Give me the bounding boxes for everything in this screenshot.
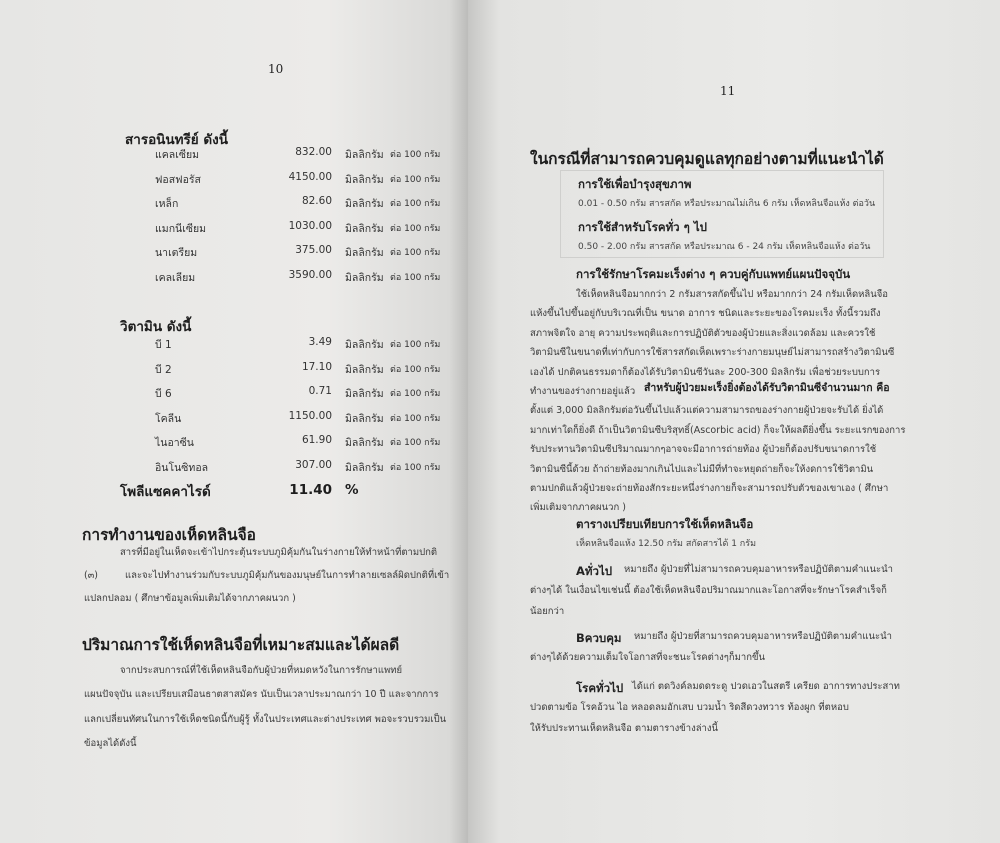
table-heading: ตารางเปรียบเทียบการใช้เห็ดหลินจือ [576, 517, 754, 531]
b-text-line: หมายถึง ผู้ป่วยที่สามารถควบคุมอาหารหรือปฏิบัติตามคำแนะนำ [634, 631, 892, 642]
cancer-text-line: ตามปกติแล้วผู้ป่วยจะถ่ายท้องสักระยะหนึ่งร่างกายก็จะสามารถปรับตัวของเขาเอง ( ศึกษา [530, 483, 889, 494]
page-number: 10 [268, 62, 284, 76]
mineral-unit: มิลลิกรัม [345, 198, 384, 210]
vitamin-per: ต่อ 100 กรัม [390, 340, 441, 350]
cancer-text-line: รับประทานวิตามินซีปริมาณมากๆอาจจะมีอาการถ่ายท้อง ผู้ป่วยก็ต้องปรับขนาดการใช้ [530, 444, 877, 456]
vitamin-per: ต่อ 100 กรัม [390, 438, 441, 448]
section-text-line: สารที่มีอยู่ในเห็ดจะเข้าไปกระตุ้นระบบภูมิคุ้มกันในร่างกายให้ทำหน้าที่ตามปกติ [120, 547, 438, 558]
vitamin-value: 1150.00 [288, 409, 332, 422]
mineral-name: เคลเลียม [155, 271, 196, 284]
a-text-line: ต่างๆได้ ในเงื่อนไขเช่นนี้ ต้องใช้เห็ดหลินจือปริมาณมากและโอกาสที่จะรักษาโรคสำเร็จก็ [530, 585, 887, 596]
cancer-text-line: เองได้ ปกติคนธรรมดาก็ต้องได้รับวิตามินซีวันละ 200-300 มิลลิกรัม เพื่อช่วยระบบการ [530, 366, 881, 378]
vitamin-per: ต่อ 100 กรัม [390, 389, 441, 399]
vitamin-value: 307.00 [295, 458, 332, 471]
section-text-line: และจะไปทำงานร่วมกับระบบภูมิคุ้มกันของมนุษย์ในการทำลายเซลล์ผิดปกติที่เข้า [125, 570, 450, 581]
section-text-line: จากประสบการณ์ที่ใช้เห็ดหลินจือกับผู้ป่วยที่หมดหวังในการรักษาแพทย์ [120, 665, 403, 676]
a-text-line: น้อยกว่า [530, 606, 565, 617]
cancer-text-line: ตั้งแต่ 3,000 มิลลิกรัมต่อวันขึ้นไปแล้วแต่ความสามารถของร่างกายผู้ป่วยจะรับได้ ยิ่งได้ [530, 405, 884, 417]
mineral-per: ต่อ 100 กรัม [390, 174, 441, 185]
mineral-per: ต่อ 100 กรัม [390, 223, 441, 234]
polysaccharide-value: 11.40 [289, 482, 332, 498]
vitamin-per: ต่อ 100 กรัม [390, 413, 441, 424]
vitamin-unit: มิลลิกรัม [345, 339, 384, 351]
mineral-unit: มิลลิกรัม [345, 222, 384, 235]
vitamin-unit: มิลลิกรัม [345, 363, 384, 376]
mineral-unit: มิลลิกรัม [345, 173, 384, 186]
cancer-text-line: วิตามินซีในขนาดที่เท่ากับการใช้สารสกัดเห็ดเพราะร่างกายมนุษย์ไม่สามารถสร้างวิตามินซี [530, 347, 895, 359]
mineral-per: ต่อ 100 กรัม [390, 150, 441, 160]
mineral-per: ต่อ 100 กรัม [390, 248, 441, 258]
mineral-value: 375.00 [295, 244, 332, 256]
general-disease-line: ให้รับประทานเห็ดหลินจือ ตามตารางข้างล่างนี้ [530, 723, 719, 734]
health-text: 0.01 - 0.50 กรัม สารสกัด หรือประมาณไม่เกิน 6 กรัม เห็ดหลินจือแห้ง ต่อวัน [578, 199, 876, 209]
table-subtitle: เห็ดหลินจือแห้ง 12.50 กรัม สกัดสารได้ 1 กรัม [576, 539, 757, 549]
mineral-unit: มิลลิกรัม [345, 247, 384, 259]
vitamin-value: 17.10 [301, 360, 332, 373]
cancer-text-line: ทำงานของร่างกายอยู่แล้ว [530, 386, 636, 397]
vitamin-name: บี 1 [155, 339, 172, 351]
mineral-unit: มิลลิกรัม [345, 271, 384, 284]
section-heading-dosage: ปริมาณการใช้เห็ดหลินจือที่เหมาะสมและได้ผลดี [82, 636, 400, 654]
vitamin-name: โคลีน [155, 412, 182, 425]
general-disease-line: ได้แก่ ตดวิงค์ลมดดระดู ปวดเอวในสตรี เครียด อาการทางประสาท [632, 681, 900, 692]
section-text-line: ข้อมูลได้ดังนี้ [84, 738, 137, 749]
general-disease-line: ปวดตามข้อ โรคอ้วน ไอ หลอดลมอักเสบ บวมน้ำ ริดสีดวงทวาร ท้องผูก ที่ตหอบ [530, 702, 849, 713]
mineral-name: นาเตรียม [155, 247, 198, 259]
polysaccharide-label: โพลีแซคคาไรด์ [120, 484, 211, 500]
vitamin-name: บี 6 [155, 388, 172, 400]
health-heading: การใช้เพื่อบำรุงสุขภาพ [578, 177, 692, 191]
vitamin-unit: มิลลิกรัม [345, 412, 384, 425]
cancer-text-line: วิตามินซีนี้ด้วย ถ้าถ่ายท้องมากเกินไปและไม่มีที่ทำจะหยุดถ่ายก็จะให้งดการใช้วิตามิน [530, 463, 874, 475]
section-mark: (๓) [84, 570, 98, 581]
mineral-unit: มิลลิกรัม [345, 149, 384, 161]
mineral-value: 4150.00 [288, 170, 332, 183]
mineral-value: 1030.00 [288, 219, 332, 232]
section-text-line: แผนปัจจุบัน และเปรียบเสมือนธาตสาสมัคร นับเป็นเวลาประมาณกว่า 10 ปี และจากการ [84, 689, 439, 700]
vitamin-unit: มิลลิกรัม [345, 437, 384, 449]
mineral-per: ต่อ 100 กรัม [390, 199, 441, 209]
general-disease-label: โรคทั่วไป [576, 681, 624, 695]
a-label: Aทั่วไป [576, 564, 613, 578]
cancer-text-line: มากเท่าใดก็ยิ่งดี ถ้าเป็นวิตามินซีบริสุทธิ์(Ascorbic acid) ก็จะให้ผลดียิ่งขึ้น ระยะแรกของการ [530, 424, 906, 436]
vitamin-per: ต่อ 100 กรัม [390, 462, 441, 473]
mineral-name: แคลเซียม [155, 149, 200, 161]
section-text-line: แปลกปลอม ( ศึกษาข้อมูลเพิ่มเติมได้จากภาคผนวก ) [84, 593, 296, 604]
vitamin-name: อินโนซิทอล [155, 461, 209, 474]
mineral-value: 82.60 [301, 195, 332, 207]
cancer-text-line: แห้งขึ้นไปขึ้นอยู่กับบริเวณที่เป็น ขนาด อาการ ชนิดและระยะของโรคมะเร็ง ทั้งนี้รวมถึง [530, 308, 881, 320]
cancer-heading: การใช้รักษาโรคมะเร็งต่าง ๆ ควบคู่กับแพทย์แผนปัจจุบัน [576, 267, 851, 281]
vitamin-heading: วิตามิน ดังนี้ [120, 319, 192, 335]
a-text-line: หมายถึง ผู้ป่วยที่ไม่สามารถควบคุมอาหารหรือปฏิบัติตามคำแนะนำ [624, 564, 893, 575]
cancer-text-line: ใช้เห็ดหลินจือมากกว่า 2 กรัมสารสกัดขึ้นไป หรือมากกว่า 24 กรัมเห็ดหลินจือ [576, 289, 888, 300]
mineral-name: เหล็ก [155, 198, 179, 210]
section-text-line: แลกเปลี่ยนทัศนในการใช้เห็ดชนิดนี้กับผู้รู้ ทั้งในประเทศและต่างประเทศ พอจะรวบรวมเป็น [84, 714, 447, 725]
mineral-name: แมกนีเซียม [155, 222, 207, 235]
vitamin-value: 0.71 [308, 385, 332, 397]
right-page [468, 0, 1000, 843]
vitamin-unit: มิลลิกรัม [345, 461, 384, 474]
general-heading: การใช้สำหรับโรคทั่ว ๆ ไป [578, 220, 707, 234]
mineral-value: 3590.00 [288, 268, 332, 281]
polysaccharide-unit: % [345, 482, 359, 498]
vitamin-name: บี 2 [155, 363, 172, 376]
general-text: 0.50 - 2.00 กรัม สารสกัด หรือประมาณ 6 - 24 กรัม เห็ดหลินจือแห้ง ต่อวัน [578, 242, 871, 252]
cancer-text-line: สภาพจิตใจ อายุ ความประพฤติและการปฏิบัติตัวของผู้ป่วยและสิ่งแวดล้อม และควรใช้ [530, 327, 876, 339]
page-number: 11 [720, 84, 736, 98]
cancer-text-line: เพิ่มเติมจากภาคผนวก ) [530, 502, 626, 514]
section-heading-function: การทำงานของเห็ดหลินจือ [82, 526, 256, 544]
mineral-value: 832.00 [295, 146, 332, 158]
vitamin-name: ไนอาซีน [155, 437, 194, 449]
mineral-per: ต่อ 100 กรัม [390, 272, 441, 283]
vitamin-value: 3.49 [308, 336, 332, 348]
vitamin-unit: มิลลิกรัม [345, 388, 384, 400]
mineral-name: ฟอสฟอรัส [155, 173, 201, 186]
b-text-line: ต่างๆได้ด้วยความเต็มใจโอกาสที่จะชนะโรคต่างๆก็มากขึ้น [530, 652, 765, 663]
b-label: Bควบคุม [576, 631, 622, 645]
vitamin-value: 61.90 [301, 434, 332, 446]
main-heading: ในกรณีที่สามารถควบคุมดูแลทุกอย่างตามที่แนะนำได้ [530, 150, 884, 168]
left-page [0, 0, 468, 843]
inorganic-heading: สารอนินทรีย์ ดังนี้ [125, 132, 228, 148]
vitamin-per: ต่อ 100 กรัม [390, 364, 441, 375]
cancer-bold-text: สำหรับผู้ป่วยมะเร็งยิ่งต้องได้รับวิตามินซีจำนวนมาก คือ [644, 382, 890, 394]
